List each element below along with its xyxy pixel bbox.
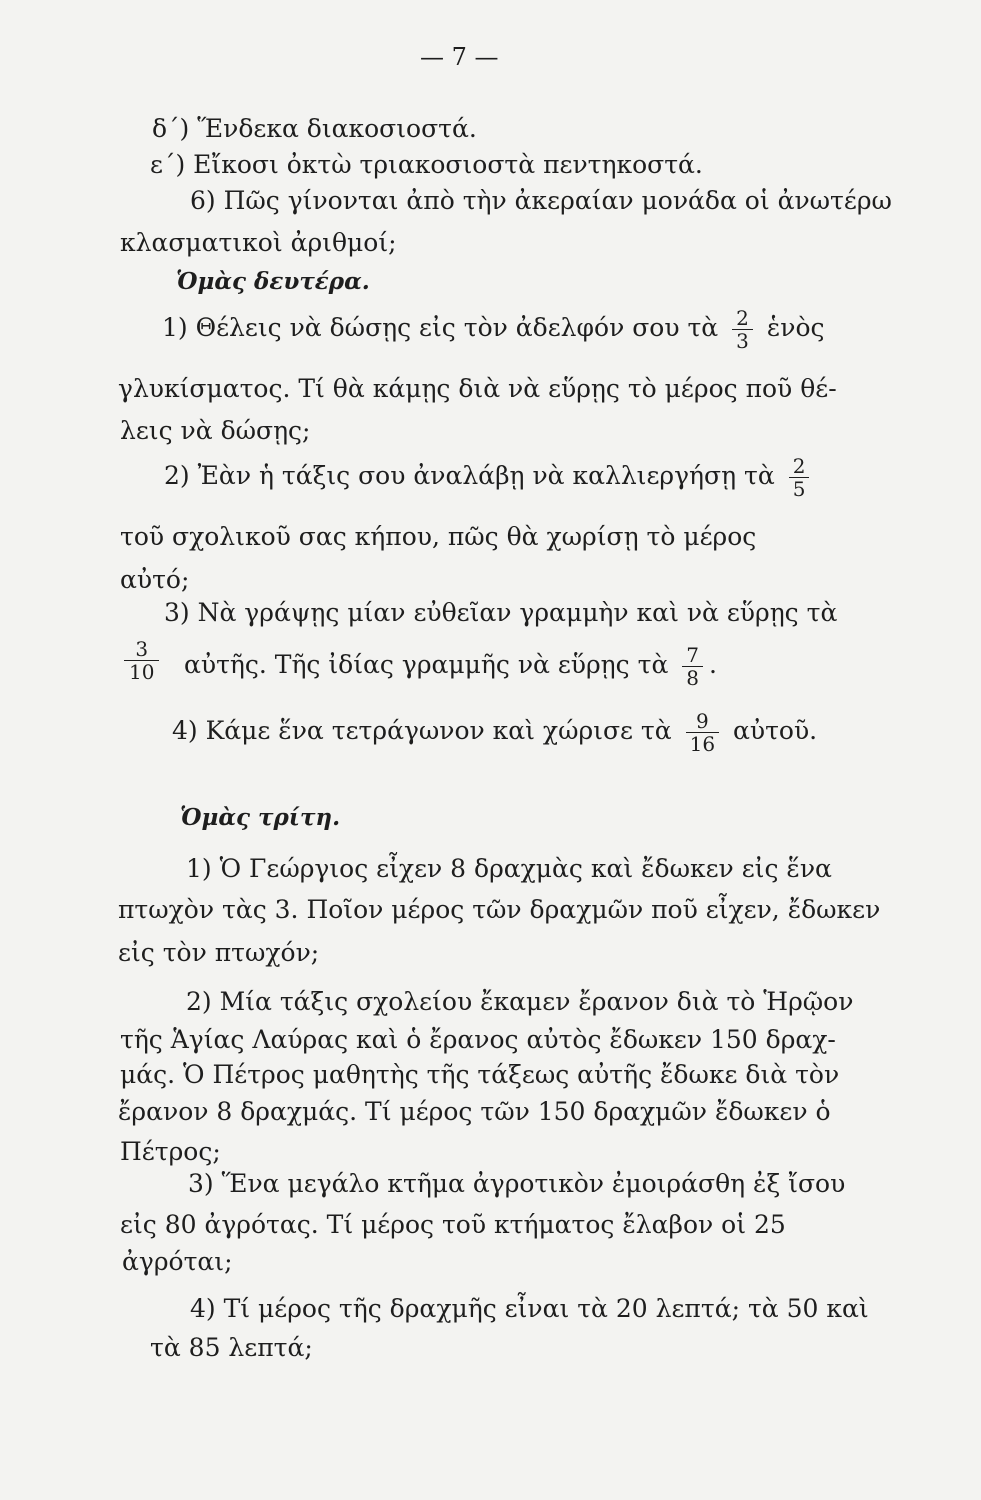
g3-question-3-line-1: 3) Ἕνα μεγάλο κτῆμα ἀγροτικὸν ἐμοιράσθη ἐξ ἴσου xyxy=(188,1169,846,1198)
g2-question-1-end: ἑνὸς xyxy=(766,313,825,342)
fraction-nine-sixteenths xyxy=(686,710,719,755)
fraction-numerator: 2 xyxy=(789,455,810,478)
g2-question-1-line-2: γλυκίσματος. Τί θὰ κάμῃς διὰ νὰ εὕρῃς τὸ μέρος ποῦ θέ- xyxy=(118,374,837,403)
g3-question-4-line-2: τὰ 85 λεπτά; xyxy=(150,1333,313,1362)
fraction-three-tenths xyxy=(124,638,159,683)
g2-question-4-text: 4) Κάμε ἕνα τετράγωνον καὶ χώρισε τὰ xyxy=(172,716,672,745)
fraction-numerator: 2 xyxy=(732,307,753,330)
group-two-heading: Ὁμὰς δευτέρα. xyxy=(176,268,370,295)
item-delta: δ΄) Ἕνδεκα διακοσιοστά. xyxy=(152,114,477,143)
g2-question-2-line-1 xyxy=(164,455,815,500)
g2-question-3-end: . xyxy=(709,650,717,679)
question-6-line-2: κλασματικοὶ ἀριθμοί; xyxy=(120,228,397,257)
g3-question-2-line-4: ἔρανον 8 δραχμάς. Τί μέρος τῶν 150 δραχμῶν ἔδωκεν ὁ xyxy=(118,1097,831,1126)
item-epsilon: ε΄) Εἴκοσι ὀκτὼ τριακοσιοστὰ πεντηκοστά. xyxy=(150,150,703,179)
page-number: — 7 — xyxy=(420,43,499,71)
g3-question-2-line-5: Πέτρος; xyxy=(120,1137,221,1166)
group-three-heading: Ὁμὰς τρίτη. xyxy=(180,804,341,831)
g2-question-1-text: 1) Θέλεις νὰ δώσῃς εἰς τὸν ἀδελφόν σου τὰ xyxy=(162,313,719,342)
g3-question-3-line-2: εἰς 80 ἀγρότας. Τί μέρος τοῦ κτήματος ἔλαβον οἱ 25 xyxy=(120,1210,786,1239)
fraction-seven-eighths xyxy=(682,644,703,689)
g2-question-4-line-1 xyxy=(172,710,817,755)
fraction-two-thirds xyxy=(732,307,753,352)
g3-question-2-line-1: 2) Μία τάξις σχολείου ἔκαμεν ἔρανον διὰ τὸ Ἡρῷον xyxy=(186,987,854,1016)
question-6-line-1: 6) Πῶς γίνονται ἀπὸ τὴν ἀκεραίαν μονάδα οἱ ἀνωτέρω xyxy=(190,186,892,215)
fraction-numerator: 7 xyxy=(682,644,703,667)
g2-question-4-end: αὐτοῦ. xyxy=(733,716,818,745)
g2-question-2-text: 2) Ἐὰν ἡ τάξις σου ἀναλάβῃ νὰ καλλιεργήσῃ τὰ xyxy=(164,461,775,490)
g2-question-1-line-3: λεις νὰ δώσῃς; xyxy=(120,416,311,445)
g3-question-3-line-3: ἀγρόται; xyxy=(122,1247,233,1276)
g3-question-2-line-3: μάς. Ὁ Πέτρος μαθητὴς τῆς τάξεως αὐτῆς ἔδωκε διὰ τὸν xyxy=(120,1060,840,1089)
g3-question-1-line-3: εἰς τὸν πτωχόν; xyxy=(118,938,320,967)
g2-question-3-text: αὐτῆς. Τῆς ἰδίας γραμμῆς νὰ εὕρῃς τὰ xyxy=(184,650,669,679)
g3-question-2-line-2: τῆς Ἁγίας Λαύρας καὶ ὁ ἔρανος αὐτὸς ἔδωκεν 150 δραχ- xyxy=(120,1025,836,1054)
g3-question-1-line-1: 1) Ὁ Γεώργιος εἶχεν 8 δραχμὰς καὶ ἔδωκεν εἰς ἕνα xyxy=(186,854,832,883)
fraction-two-fifths xyxy=(789,455,810,500)
g3-question-4-line-1: 4) Τί μέρος τῆς δραχμῆς εἶναι τὰ 20 λεπτά; τὰ 50 καὶ xyxy=(190,1294,869,1323)
fraction-denominator: 10 xyxy=(129,660,155,684)
g2-question-2-line-3: αὐτό; xyxy=(120,565,190,594)
fraction-numerator: 3 xyxy=(124,638,159,661)
fraction-denominator: 3 xyxy=(736,329,749,353)
g2-question-1-line-1 xyxy=(162,307,825,352)
g2-question-3-line-2 xyxy=(184,644,717,689)
fraction-denominator: 8 xyxy=(686,666,700,690)
fraction-denominator: 16 xyxy=(689,732,716,756)
g2-question-2-line-2: τοῦ σχολικοῦ σας κήπου, πῶς θὰ χωρίσῃ τὸ μέρος xyxy=(120,522,757,551)
g2-question-3-line-1: 3) Νὰ γράψῃς μίαν εὐθεῖαν γραμμὴν καὶ νὰ εὕρῃς τὰ xyxy=(164,598,838,627)
g3-question-1-line-2: πτωχὸν τὰς 3. Ποῖον μέρος τῶν δραχμῶν ποῦ εἶχεν, ἔδωκεν xyxy=(118,895,881,924)
fraction-denominator: 5 xyxy=(792,477,806,501)
fraction-numerator: 9 xyxy=(686,710,719,733)
